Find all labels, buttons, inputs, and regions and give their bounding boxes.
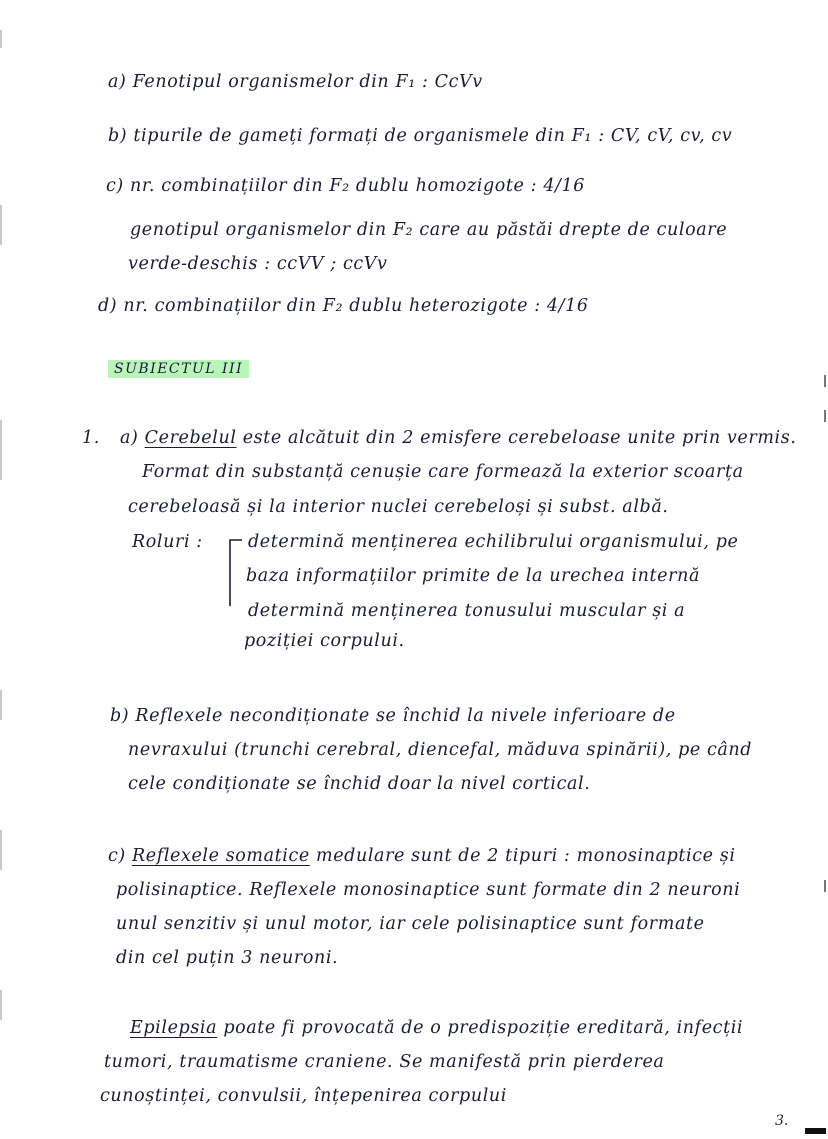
answer-c-genotype-values: verde-deschis : ccVV ; ccVv [128, 254, 388, 274]
answer-1a-line1 [120, 428, 796, 448]
answer-1c-label: c) [108, 846, 126, 866]
roles-label: Roluri : [132, 532, 203, 552]
term-reflexe-somatice: Reflexele somatice [132, 846, 310, 866]
scan-edge [0, 990, 2, 1020]
answer-1c-line3: unul senzitiv și unul motor, iar cele polisinaptice sunt formate [116, 914, 705, 934]
answer-d-heterozygous: d) nr. combinațiilor din F₂ dublu heterozigote : 4/16 [98, 296, 589, 316]
scan-edge [0, 30, 2, 48]
page-corner-mark [805, 1128, 826, 1134]
scan-edge [824, 880, 826, 892]
role-2-line1: determină menținerea tonusului muscular și a [248, 601, 686, 621]
answer-1c-line4: din cel puțin 3 neuroni. [116, 948, 339, 968]
epilepsy-line1 [130, 1018, 743, 1038]
answer-1c-line2: polisinaptice. Reflexele monosinaptice sunt formate din 2 neuroni [116, 880, 741, 900]
scan-edge [824, 375, 826, 387]
scan-edge [0, 205, 2, 245]
term-epilepsia: Epilepsia [130, 1018, 218, 1038]
scan-edge [0, 420, 2, 480]
role-2-line2: poziției corpului. [244, 631, 405, 651]
role-1-line2: baza informațiilor primite de la urechea internă [246, 566, 700, 586]
roles-brace [222, 536, 244, 610]
epilepsy-line2: tumori, traumatisme craniene. Se manifestă prin pierderea [104, 1052, 665, 1072]
scan-edge [824, 410, 826, 422]
question-number: 1. [82, 428, 100, 448]
section-highlight: SUBIECTUL III [108, 360, 249, 378]
section-heading [108, 358, 249, 378]
answer-1c-line1 [108, 846, 736, 866]
answer-1b-line1: b) Reflexele necondiționate se închid la nivele inferioare de [110, 706, 676, 726]
answer-b-gametes: b) tipurile de gameți formați de organismele din F₁ : CV, cV, cv, cv [108, 126, 733, 146]
answer-a-phenotype: a) Fenotipul organismelor din F₁ : CcVv [108, 72, 483, 92]
scan-edge [0, 690, 2, 720]
role-1-line1: determină menținerea echilibrului organismului, pe [248, 532, 739, 552]
scan-edge [0, 830, 2, 870]
answer-1a-line3: cerebeloasă și la interior nuclei cerebeloși și subst. albă. [128, 497, 669, 517]
answer-1c-text: medulare sunt de 2 tipuri : monosinaptice și [316, 846, 736, 866]
epilepsy-line3: cunoștinței, convulsii, înțepenirea corpului [100, 1086, 507, 1106]
term-cerebelul: Cerebelul [144, 428, 237, 448]
answer-1a-text: este alcătuit din 2 emisfere cerebeloase unite prin vermis. [242, 428, 797, 448]
epilepsy-text: poate fi provocată de o predispoziție ereditară, infecții [223, 1018, 744, 1038]
answer-1a-label: a) [120, 428, 139, 448]
answer-c-genotype: genotipul organismelor din F₂ care au păstăi drepte de culoare [130, 220, 728, 240]
answer-c-homozygous: c) nr. combinațiilor din F₂ dublu homozigote : 4/16 [106, 176, 586, 196]
answer-1b-line2: nevraxului (trunchi cerebral, diencefal, măduva spinării), pe când [128, 740, 753, 760]
page-number: 3. [775, 1113, 789, 1129]
answer-1b-line3: cele condiționate se închid doar la nivel cortical. [128, 774, 591, 794]
answer-1a-line2: Format din substanță cenușie care formează la exterior scoarța [142, 462, 744, 482]
